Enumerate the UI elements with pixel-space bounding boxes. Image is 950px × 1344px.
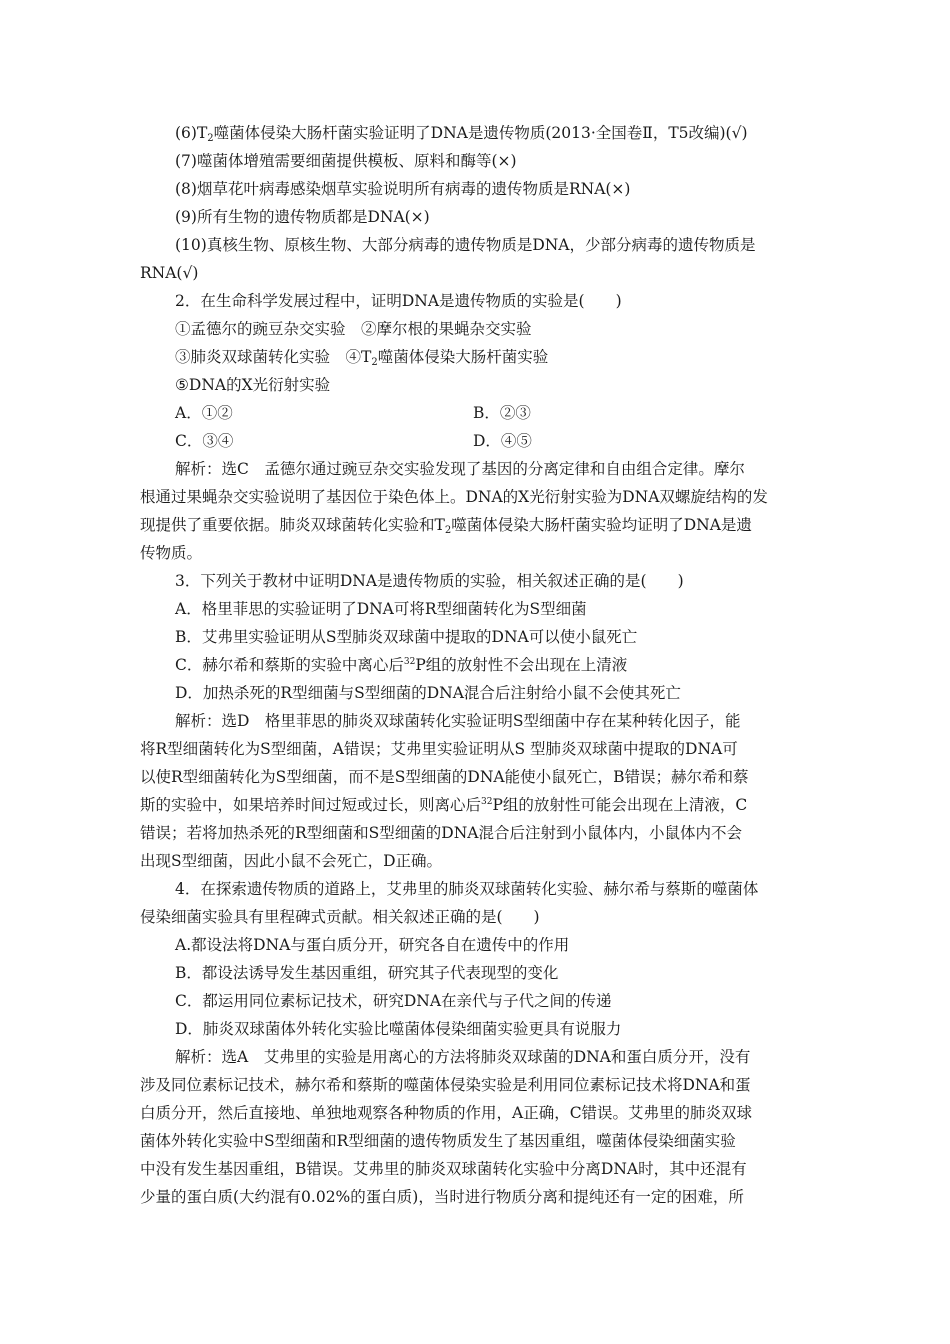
q3-option-b: B．艾弗里实验证明从S型肺炎双球菌中提取的DNA可以使小鼠死亡 [175, 628, 638, 646]
text: C．赫尔希和蔡斯的实验中离心后 [175, 656, 404, 674]
q3-option-a: A．格里菲思的实验证明了DNA可将R型细菌转化为S型细菌 [175, 600, 587, 618]
q1-item-9: (9)所有生物的遗传物质都是DNA(×) [175, 208, 430, 226]
q2-option-b: B．②③ [473, 404, 531, 422]
q4-explanation-5: 中没有发生基因重组，B错误。艾弗里的肺炎双球菌转化实验中分离DNA时，其中还混有 [140, 1160, 747, 1178]
q4-option-b: B．都设法诱导发生基因重组，研究其子代表现型的变化 [175, 964, 559, 982]
q2-option-c: C．③④ [175, 432, 234, 450]
text: (6)T [175, 124, 208, 142]
text: 斯的实验中，如果培养时间过短或过长，则离心后 [140, 796, 482, 814]
q4-stem: 4．在探索遗传物质的道路上，艾弗里的肺炎双球菌转化实验、赫尔希与蔡斯的噬菌体 [175, 880, 759, 898]
q2-items-2 [175, 347, 548, 370]
q1-item-6 [175, 123, 748, 146]
q4-option-d: D．肺炎双球菌体外转化实验比噬菌体侵染细菌实验更具有说服力 [175, 1020, 622, 1038]
q4-explanation-3: 白质分开，然后直接地、单独地观察各种物质的作用，A正确，C错误。艾弗里的肺炎双球 [140, 1104, 753, 1122]
q2-explanation-3 [140, 515, 752, 538]
text: ③肺炎双球菌转化实验 ④T [175, 348, 372, 366]
q3-explanation-2: 将R型细菌转化为S型细菌，A错误；艾弗里实验证明从S 型肺炎双球菌中提取的DNA可 [140, 740, 738, 758]
q1-item-8: (8)烟草花叶病毒感染烟草实验说明所有病毒的遗传物质是RNA(×) [175, 180, 631, 198]
q3-explanation-4 [140, 795, 747, 818]
superscript: 32 [481, 797, 493, 807]
q2-items-1: ①孟德尔的豌豆杂交实验 ②摩尔根的果蝇杂交实验 [175, 320, 532, 338]
q3-stem: 3．下列关于教材中证明DNA是遗传物质的实验，相关叙述正确的是( ) [175, 572, 684, 590]
q4-option-a: A.都设法将DNA与蛋白质分开，研究各自在遗传中的作用 [175, 936, 570, 954]
q1-item-10: (10)真核生物、原核生物、大部分病毒的遗传物质是DNA，少部分病毒的遗传物质是 [175, 236, 756, 254]
text: 噬菌体侵染大肠杆菌实验证明了DNA是遗传物质(2013·全国卷Ⅱ，T5改编)(√) [213, 124, 748, 142]
q2-explanation-4: 传物质。 [140, 544, 203, 562]
text: 现提供了重要依据。肺炎双球菌转化实验和T [140, 516, 445, 534]
q3-option-c [175, 655, 627, 678]
subscript: 2 [371, 357, 378, 368]
q4-stem-2: 侵染细菌实验具有里程碑式贡献。相关叙述正确的是( ) [140, 908, 540, 926]
q1-item-10-cont: RNA(√) [140, 264, 199, 282]
subscript: 2 [207, 133, 214, 144]
q2-items-3: ⑤DNA的X光衍射实验 [175, 376, 331, 394]
q1-item-7: (7)噬菌体增殖需要细菌提供模板、原料和酶等(×) [175, 152, 517, 170]
q2-explanation-2: 根通过果蝇杂交实验说明了基因位于染色体上。DNA的X光衍射实验为DNA双螺旋结构的发 [140, 488, 768, 506]
q3-explanation-5: 错误；若将加热杀死的R型细菌和S型细菌的DNA混合后注射到小鼠体内，小鼠体内不会 [140, 824, 742, 842]
text: P组的放射性可能会出现在上清液，C [492, 796, 748, 814]
subscript: 2 [444, 525, 452, 536]
q3-explanation-3: 以使R型细菌转化为S型细菌，而不是S型细菌的DNA能使小鼠死亡，B错误；赫尔希和蔡 [140, 768, 749, 786]
text: 噬菌体侵染大肠杆菌实验均证明了DNA是遗 [451, 516, 752, 534]
q2-explanation: 解析：选C 孟德尔通过豌豆杂交实验发现了基因的分离定律和自由组合定律。摩尔 [175, 460, 745, 478]
q2-stem: 2．在生命科学发展过程中，证明DNA是遗传物质的实验是( ) [175, 292, 622, 310]
q4-explanation: 解析：选A 艾弗里的实验是用离心的方法将肺炎双球菌的DNA和蛋白质分开，没有 [175, 1048, 751, 1066]
q4-explanation-4: 菌体外转化实验中S型细菌和R型细菌的遗传物质发生了基因重组，噬菌体侵染细菌实验 [140, 1132, 736, 1150]
q3-explanation-6: 出现S型细菌，因此小鼠不会死亡，D正确。 [140, 852, 443, 870]
q4-explanation-6: 少量的蛋白质(大约混有0.02%的蛋白质)，当时进行物质分离和提纯还有一定的困难，所 [140, 1188, 744, 1206]
superscript: 32 [403, 657, 416, 667]
q3-explanation: 解析：选D 格里菲思的肺炎双球菌转化实验证明S型细菌中存在某种转化因子，能 [175, 712, 741, 730]
text: P组的放射性不会出现在上清液 [415, 656, 628, 674]
text: 噬菌体侵染大肠杆菌实验 [377, 348, 549, 366]
q4-option-c: C．都运用同位素标记技术，研究DNA在亲代与子代之间的传递 [175, 992, 612, 1010]
q4-explanation-2: 涉及同位素标记技术，赫尔希和蔡斯的噬菌体侵染实验是利用同位素标记技术将DNA和蛋 [140, 1076, 751, 1094]
q3-option-d: D．加热杀死的R型细菌与S型细菌的DNA混合后注射给小鼠不会使其死亡 [175, 684, 681, 702]
q2-option-d: D．④⑤ [473, 432, 532, 450]
q2-option-a: A．①② [175, 404, 233, 422]
